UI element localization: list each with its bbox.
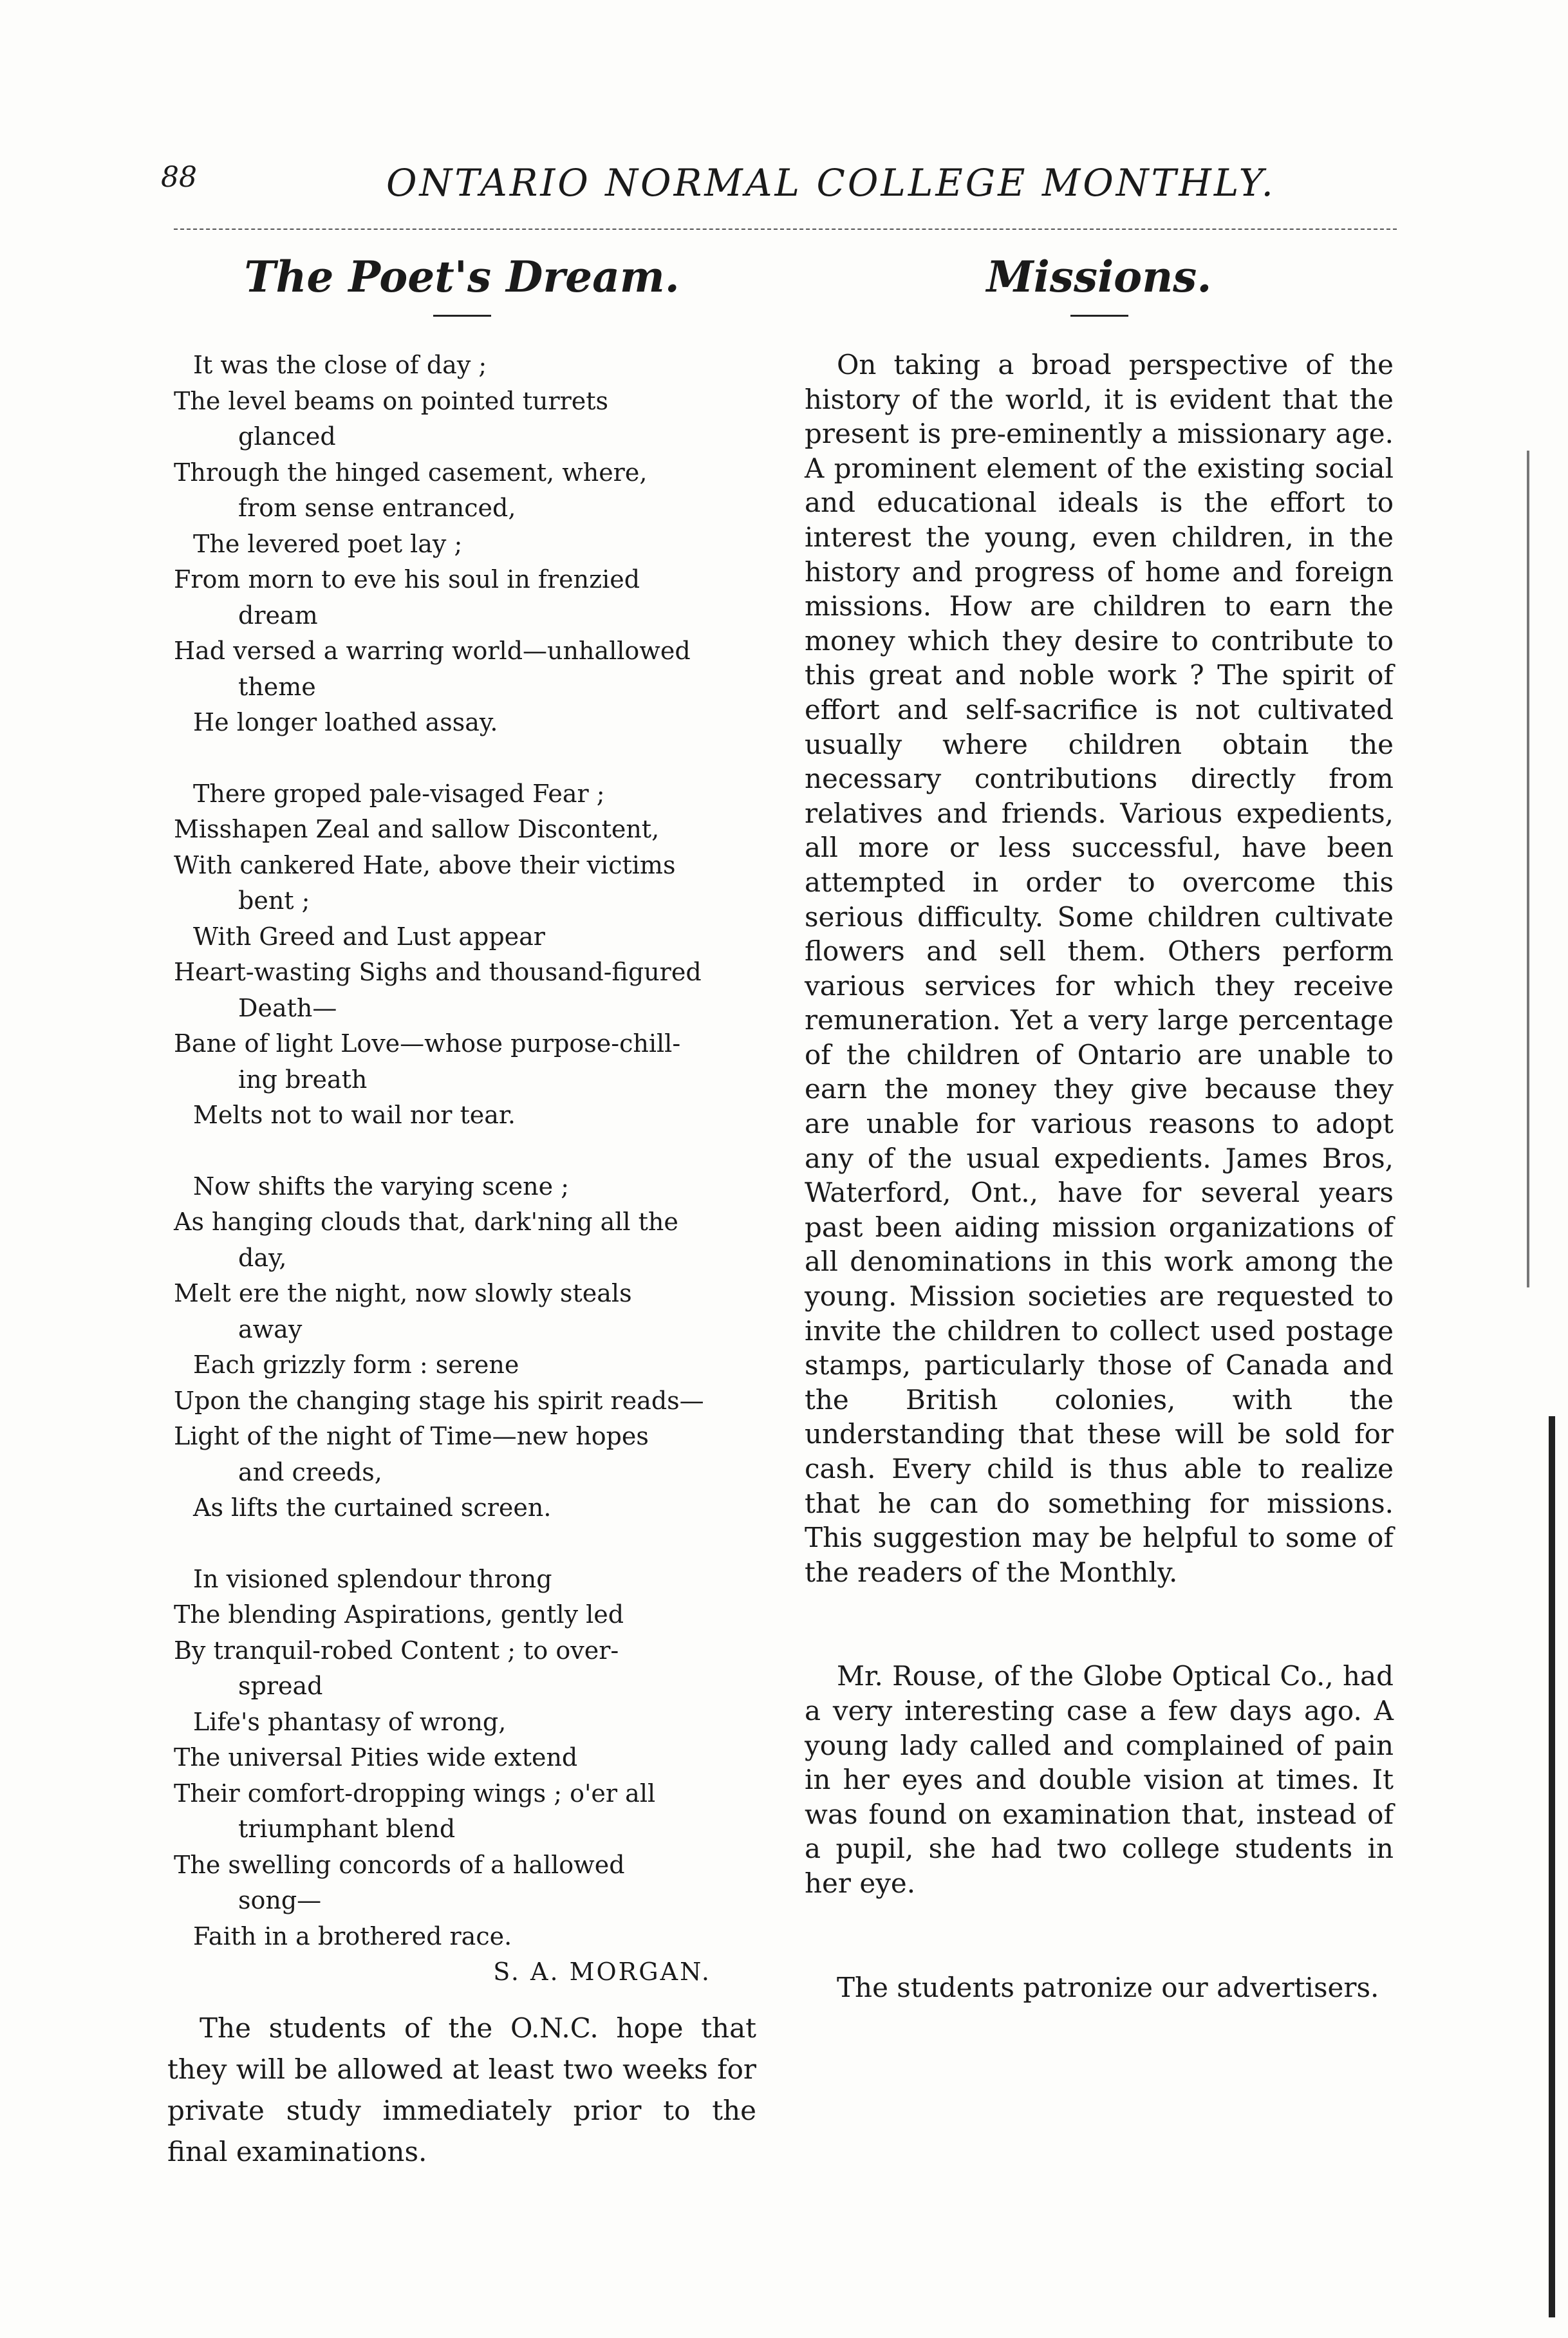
poem-body xyxy=(167,348,756,1954)
page-header xyxy=(161,161,1416,206)
poem-line: Bane of light Love—whose purpose-chill- xyxy=(174,1029,681,1058)
poem-line: The levered poet lay ; xyxy=(193,529,463,558)
poem-line: With cankered Hate, above their victims xyxy=(174,850,676,879)
stanza-break xyxy=(167,1526,756,1562)
stanza-break xyxy=(167,1134,756,1169)
poem-line: Life's phantasy of wrong, xyxy=(193,1707,507,1736)
poem-line: Death— xyxy=(238,993,337,1022)
poem-line: It was the close of day ; xyxy=(193,351,487,379)
poem-line: Had versed a warring world—unhallowed xyxy=(174,637,691,665)
poem-line: day, xyxy=(238,1243,287,1272)
page-number: 88 xyxy=(161,161,197,194)
poem-line: ing breath xyxy=(238,1065,368,1094)
missions-title-rule xyxy=(1070,315,1128,317)
poem-line: Melt ere the night, now slowly steals xyxy=(174,1279,632,1307)
poem-line: From morn to eve his soul in frenzied xyxy=(174,565,640,594)
poem-line: Faith in a brothered race. xyxy=(193,1922,512,1950)
poem-line: The universal Pities wide extend xyxy=(174,1743,578,1772)
poem-line: The swelling concords of a hallowed xyxy=(174,1850,625,1879)
poem-line: song— xyxy=(238,1886,322,1914)
poem-line: spread xyxy=(238,1672,323,1700)
poem-line: With Greed and Lust appear xyxy=(193,922,545,951)
poem-line: theme xyxy=(238,672,316,701)
poem-line: There groped pale-visaged Fear ; xyxy=(193,779,605,808)
poem-line: away xyxy=(238,1314,303,1343)
poem-line: Now shifts the varying scene ; xyxy=(193,1172,569,1201)
poem-line: glanced xyxy=(238,422,336,451)
poem-line: The blending Aspirations, gently led xyxy=(174,1600,624,1629)
poem-line: As lifts the curtained screen. xyxy=(193,1493,552,1522)
running-title: ONTARIO NORMAL COLLEGE MONTHLY. xyxy=(386,161,1276,205)
missions-title: Missions. xyxy=(986,252,1212,302)
header-divider xyxy=(174,229,1397,230)
poem-line: from sense entranced, xyxy=(238,494,516,522)
poem-line: Each grizzly form : serene xyxy=(193,1351,519,1379)
poem-line: Upon the changing stage his spirit reads— xyxy=(174,1386,704,1415)
poem-title: The Poet's Dream. xyxy=(244,252,680,302)
poem-line: Their comfort-dropping wings ; o'er all xyxy=(174,1779,656,1808)
poem-author: S. A. MORGAN. xyxy=(493,1958,711,1986)
page-edge-shadow xyxy=(1527,451,1529,1287)
poem-line: Through the hinged casement, where, xyxy=(174,458,648,487)
poem-line: dream xyxy=(238,601,318,630)
poem-line: The level beams on pointed turrets xyxy=(174,386,609,415)
page-edge-bar xyxy=(1549,1416,1555,2317)
missions-paragraph: On taking a broad perspective of the history of the world, it is evident that the present is pre-eminently a missionary age. A prominent element of the existing social and educational ideals is the effort to interest the young, even children, in the history and progress of home and foreign missions. How are children to earn the money which they desire to contribute to this great and noble work ? The spirit of effort and self-sacrifice is not cultivated usually where children obtain the necessary contributions directly from relatives and friends. Various expedients, all more or less successful, have been attempted in order to overcome this serious difficulty. Some children cultivate flowers and sell them. Others perform various services for which they receive remuneration. Yet a very large percentage of the children of Ontario are unable to earn the money they give because they are unable for various reasons to adopt any of the usual expedients. James Bros, Waterford, Ont., have for several years past been aiding mission organizations of all denominations in this work among the young. Mission societies are requested to invite the children to collect used postage stamps, particularly those of Canada and the British colonies, with the understanding that these will be sold for cash. Every child is thus able to realize that he can do something for missions. This suggestion may be helpful to some of the readers of the Monthly. xyxy=(805,349,1394,1588)
poem-line: triumphant blend xyxy=(238,1815,456,1843)
poem-line: In visioned splendour throng xyxy=(193,1564,552,1593)
poem-line: By tranquil-robed Content ; to over- xyxy=(174,1636,619,1665)
stanza-break xyxy=(167,741,756,776)
study-notice: The students of the O.N.C. hope that they will be allowed at least two weeks for private study immediately prior to the final examinations. xyxy=(167,2012,756,2167)
poem-line: Melts not to wail nor tear. xyxy=(193,1101,516,1129)
right-column xyxy=(805,248,1394,2005)
poem-line: Heart-wasting Sighs and thousand-figured xyxy=(174,958,702,986)
poem-line: Misshapen Zeal and sallow Discontent, xyxy=(174,815,660,843)
left-column xyxy=(167,248,756,2200)
poem-line: and creeds, xyxy=(238,1457,382,1486)
advertisers-paragraph: The students patronize our advertisers. xyxy=(837,1971,1379,2003)
poem-line: bent ; xyxy=(238,886,310,915)
optical-paragraph: Mr. Rouse, of the Globe Optical Co., had a very interesting case a few days ago. A young lady called and complained of pain in her eyes and double vision at times. It was found on examination that, instead of a pupil, she had two college students in her eye. xyxy=(805,1660,1394,1899)
poem-line: He longer loathed assay. xyxy=(193,708,498,736)
poem-line: As hanging clouds that, dark'ning all the xyxy=(174,1208,678,1236)
poem-title-rule xyxy=(433,315,491,317)
poem-line: Light of the night of Time—new hopes xyxy=(174,1422,649,1450)
